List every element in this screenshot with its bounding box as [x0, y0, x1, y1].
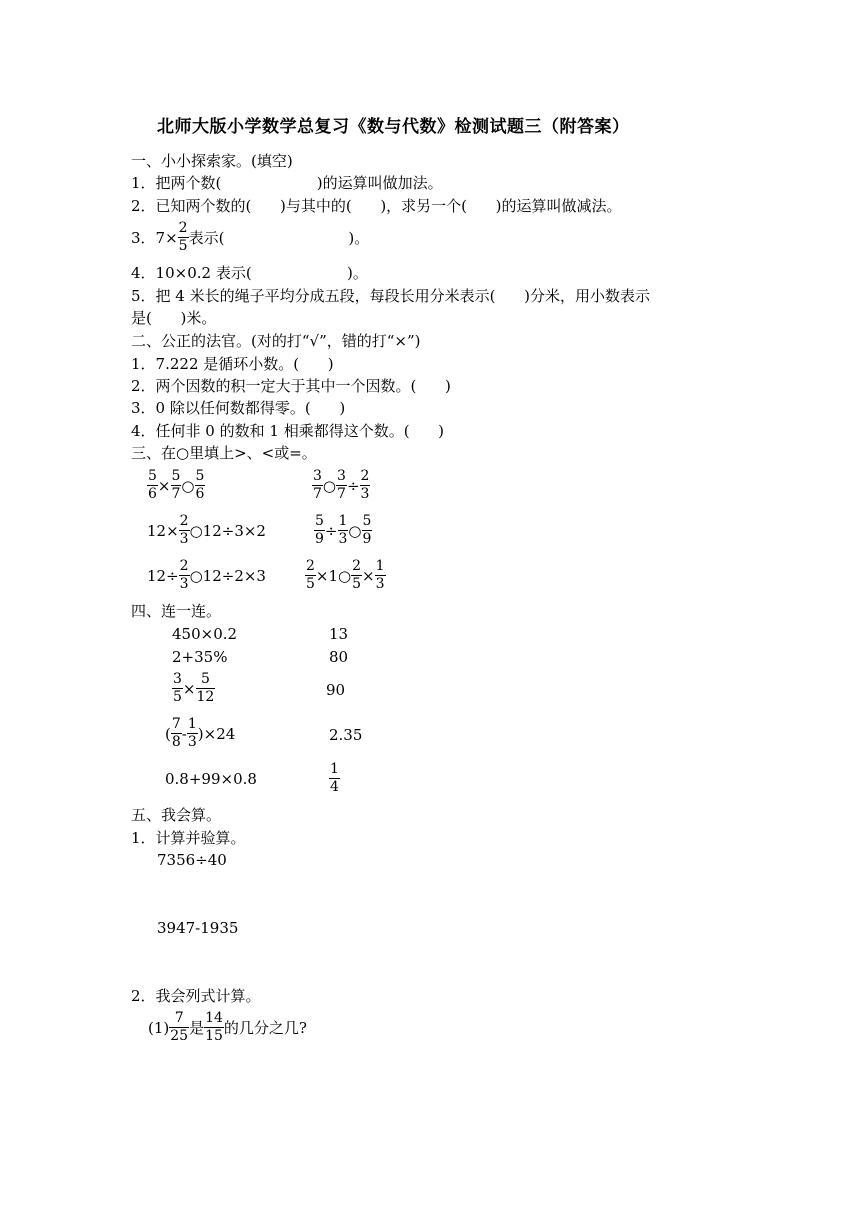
- match-right-3[interactable]: 90: [326, 681, 346, 699]
- compare-4: [314, 513, 372, 548]
- match-right-5[interactable]: [329, 761, 340, 796]
- expr-text[interactable]: ○12÷3×2: [189, 521, 266, 540]
- fraction: $\frac{7}{25}$: [170, 1010, 189, 1044]
- fraction: $\frac{1}{3}$: [375, 558, 385, 592]
- fraction: $\frac{2}{3}$: [179, 513, 189, 547]
- divide-sign: ÷: [346, 476, 360, 495]
- s2-q2: 2．两个因数的积一定大于其中一个因数。( ): [131, 377, 451, 395]
- page-title: 北师大版小学数学总复习《数与代数》检测试题三（附答案）: [157, 117, 630, 137]
- times-sign: ×: [362, 566, 375, 585]
- match-right-2[interactable]: 80: [329, 648, 349, 666]
- fraction: [178, 220, 189, 255]
- numerator: 2: [178, 220, 188, 236]
- fraction: $\frac{1}{4}$: [330, 761, 339, 795]
- fraction: $\frac{7}{8}$: [171, 716, 181, 750]
- match-right-1[interactable]: 13: [329, 625, 349, 643]
- fraction: $\frac{1}{3}$: [187, 716, 197, 750]
- match-left-4[interactable]: [165, 716, 235, 751]
- expr-text: 12÷: [147, 566, 179, 585]
- s2-q4: 4．任何非 0 的数和 1 相乘都得这个数。( ): [131, 422, 445, 440]
- fraction: $\frac{5}{6}$: [148, 468, 157, 502]
- calc-1: 7356÷40: [157, 851, 227, 869]
- fraction: $\frac{2}{5}$: [352, 558, 362, 592]
- times-sign: ×: [157, 476, 171, 495]
- denominator: 5: [178, 238, 188, 254]
- s5-sub1: 1．计算并验算。: [131, 829, 246, 847]
- compare-circle[interactable]: ○: [348, 521, 362, 540]
- fraction: $\frac{5}{7}$: [171, 468, 181, 502]
- s1-q4: 4．10×0.2 表示( )。: [131, 264, 368, 282]
- fraction: $\frac{3}{7}$: [313, 468, 322, 502]
- s1-q5b: 是( )米。: [131, 309, 217, 327]
- times-sign: ×: [182, 679, 196, 698]
- compare-2: [312, 468, 370, 503]
- expr-text: 12×: [147, 521, 179, 540]
- fraction: $\frac{5}{9}$: [315, 513, 324, 547]
- fraction: $\frac{14}{15}$: [205, 1010, 223, 1044]
- expr-text: (: [165, 724, 171, 743]
- fraction: $\frac{3}{7}$: [337, 468, 346, 502]
- section-4-heading: 四、连一连。: [131, 602, 222, 620]
- fraction: $\frac{2}{3}$: [179, 558, 189, 592]
- compare-6: [305, 558, 386, 593]
- compare-1: [147, 468, 205, 503]
- match-left-3[interactable]: [172, 671, 215, 706]
- s1-q1: 1．把两个数( )的运算叫做加法。: [131, 174, 443, 192]
- fraction: $\frac{5}{6}$: [195, 468, 205, 502]
- expr-text[interactable]: ○12÷2×3: [189, 566, 266, 585]
- fraction: $\frac{2}{5}$: [306, 558, 315, 592]
- match-right-4[interactable]: 2.35: [329, 726, 363, 744]
- s1-q3-pre: 3．7×: [131, 228, 178, 247]
- s1-q5a: 5．把 4 米长的绳子平均分成五段，每段长用分米表示( )分米，用小数表示: [131, 287, 650, 305]
- expr-text: 是: [189, 1018, 205, 1037]
- divide-sign: ÷: [324, 521, 338, 540]
- s1-q3: [131, 220, 369, 255]
- match-left-5[interactable]: 0.8+99×0.8: [165, 770, 257, 788]
- s1-q3-post: 表示( )。: [188, 228, 370, 247]
- expr-text[interactable]: ×1○: [315, 566, 352, 585]
- expr-text: -: [181, 724, 187, 743]
- section-5-heading: 五、我会算。: [131, 806, 222, 824]
- fraction: $\frac{2}{3}$: [360, 468, 370, 502]
- section-1-heading: 一、小小探索家。(填空): [131, 152, 293, 170]
- fraction: $\frac{5}{9}$: [362, 513, 372, 547]
- fraction: $\frac{5}{12}$: [196, 671, 215, 705]
- compare-5: [147, 558, 266, 593]
- compare-circle[interactable]: ○: [181, 476, 195, 495]
- fraction: $\frac{3}{5}$: [173, 671, 182, 705]
- compare-3: [147, 513, 266, 548]
- match-left-2[interactable]: 2+35%: [172, 648, 228, 666]
- s1-q2: 2．已知两个数的( )与其中的( )，求另一个( )的运算叫做减法。: [131, 197, 622, 215]
- s5-q1: [148, 1010, 307, 1045]
- compare-circle[interactable]: ○: [322, 476, 337, 495]
- expr-text: (1): [148, 1018, 170, 1037]
- s2-q1: 1．7.222 是循环小数。( ): [131, 355, 334, 373]
- expr-text: )×24: [197, 724, 236, 743]
- calc-2: 3947-1935: [157, 919, 239, 937]
- match-left-1[interactable]: 450×0.2: [172, 625, 238, 643]
- fraction: $\frac{1}{3}$: [338, 513, 348, 547]
- s2-q3: 3．0 除以任何数都得零。( ): [131, 399, 346, 417]
- section-3-heading: 三、在○里填上>、<或=。: [131, 444, 317, 462]
- expr-text: 的几分之几?: [223, 1018, 307, 1037]
- section-2-heading: 二、公正的法官。(对的打“√”，错的打“×”): [131, 332, 421, 350]
- s5-sub2: 2．我会列式计算。: [131, 987, 261, 1005]
